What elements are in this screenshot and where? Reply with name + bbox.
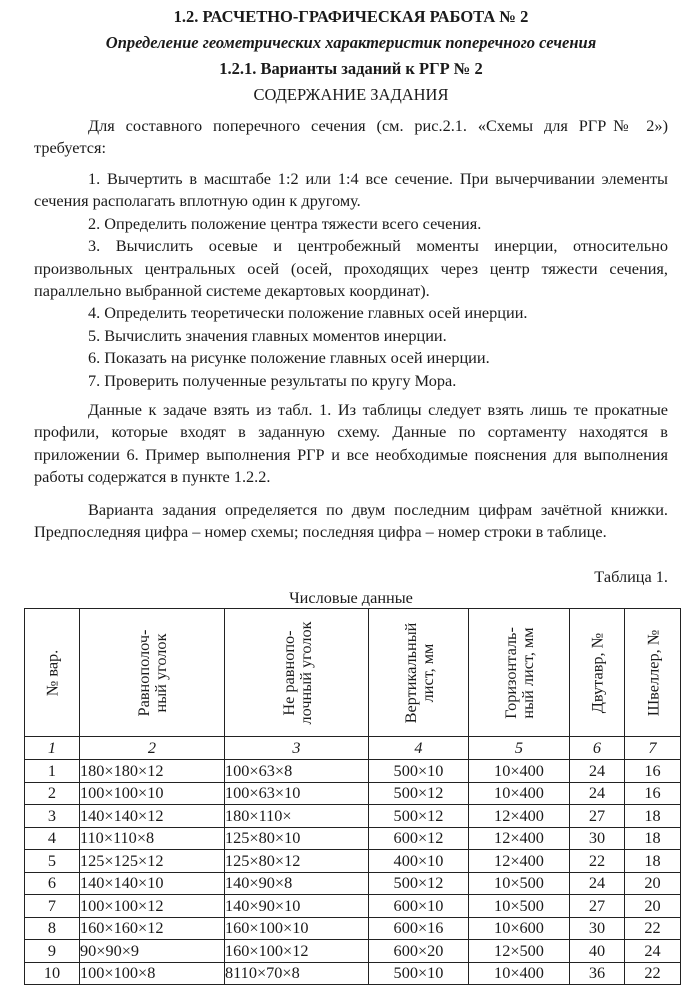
cell-unequal-angle: 160×100×10	[225, 917, 369, 940]
table-caption: Таблица 1.	[594, 567, 668, 586]
cell-equal-angle: 160×160×12	[80, 917, 225, 940]
cell-equal-angle: 125×125×12	[80, 850, 225, 873]
table-title: Числовые данные	[289, 588, 413, 607]
task-step: 7. Проверить полученные результаты по кругу Мора.	[88, 370, 457, 390]
column-index-row	[25, 737, 681, 760]
cell-channel: 18	[625, 850, 681, 873]
column-index: 4	[369, 737, 469, 760]
cell-variant: 7	[25, 895, 80, 918]
cell-i-beam: 30	[570, 917, 625, 940]
column-index: 5	[469, 737, 570, 760]
cell-unequal-angle: 8110×70×8	[225, 962, 369, 985]
cell-i-beam: 24	[570, 782, 625, 805]
header-variant-number: № вар.	[25, 609, 80, 737]
cell-unequal-angle: 100×63×10	[225, 782, 369, 805]
cell-channel: 16	[625, 760, 681, 783]
cell-equal-angle: 100×100×12	[80, 895, 225, 918]
cell-i-beam: 24	[570, 760, 625, 783]
cell-vertical-sheet: 600×20	[369, 940, 469, 963]
cell-horizontal-sheet: 12×500	[469, 940, 570, 963]
table-row	[25, 827, 681, 850]
task-step: 2. Определить положение центра тяжести всего сечения.	[88, 213, 482, 233]
variant-paragraph: Варианта задания определяется по двум последним цифрам зачётной книжки. Предпоследняя цифра – номер схемы; последняя цифра – номер строки в таблице.	[34, 500, 668, 542]
cell-horizontal-sheet: 10×500	[469, 872, 570, 895]
table-row	[25, 805, 681, 828]
cell-equal-angle: 100×100×10	[80, 782, 225, 805]
cell-vertical-sheet: 500×12	[369, 872, 469, 895]
cell-channel: 16	[625, 782, 681, 805]
table-row	[25, 850, 681, 873]
cell-equal-angle: 90×90×9	[80, 940, 225, 963]
cell-i-beam: 27	[570, 895, 625, 918]
header-channel: Швеллер, №	[625, 609, 681, 737]
task-steps-list	[34, 168, 668, 392]
cell-unequal-angle: 125×80×10	[225, 827, 369, 850]
header-equal-angle: Равнополоч- ный уголок	[80, 609, 225, 737]
cell-horizontal-sheet: 10×400	[469, 782, 570, 805]
table-row	[25, 872, 681, 895]
task-step: 3. Вычислить осевые и центробежный моменты инерции, относительно произвольных центральных осей (осей, проходящих через центр тяжести сечения, параллельно выбранной системе декартовых координат).	[34, 236, 668, 301]
cell-variant: 9	[25, 940, 80, 963]
task-title: СОДЕРЖАНИЕ ЗАДАНИЯ	[253, 85, 449, 104]
table-header-row	[25, 609, 681, 737]
column-index: 3	[225, 737, 369, 760]
task-step: 6. Показать на рисунке положение главных осей инерции.	[88, 348, 490, 368]
cell-variant: 6	[25, 872, 80, 895]
cell-equal-angle: 140×140×10	[80, 872, 225, 895]
cell-channel: 22	[625, 917, 681, 940]
table-row	[25, 962, 681, 985]
cell-variant: 10	[25, 962, 80, 985]
cell-i-beam: 22	[570, 850, 625, 873]
cell-unequal-angle: 160×100×12	[225, 940, 369, 963]
section-title: 1.2.1. Варианты заданий к РГР № 2	[219, 59, 483, 78]
cell-variant: 2	[25, 782, 80, 805]
cell-channel: 18	[625, 805, 681, 828]
table-row	[25, 940, 681, 963]
cell-unequal-angle: 140×90×8	[225, 872, 369, 895]
cell-horizontal-sheet: 10×400	[469, 962, 570, 985]
cell-unequal-angle: 100×63×8	[225, 760, 369, 783]
table-row	[25, 760, 681, 783]
cell-equal-angle: 100×100×8	[80, 962, 225, 985]
cell-vertical-sheet: 600×10	[369, 895, 469, 918]
header-i-beam: Двутавр, №	[570, 609, 625, 737]
cell-variant: 4	[25, 827, 80, 850]
cell-variant: 8	[25, 917, 80, 940]
task-step: 4. Определить теоретически положение главных осей инерции.	[88, 303, 528, 323]
cell-i-beam: 40	[570, 940, 625, 963]
cell-channel: 18	[625, 827, 681, 850]
page-subheading: Определение геометрических характеристик поперечного сечения	[105, 33, 597, 52]
cell-equal-angle: 110×110×8	[80, 827, 225, 850]
header-vertical-sheet: Вертикальный лист, мм	[369, 609, 469, 737]
column-index: 7	[625, 737, 681, 760]
task-step: 1. Вычертить в масштабе 1:2 или 1:4 все сечение. При вычерчивании элементы сечения располагать вплотную один к другому.	[34, 169, 668, 211]
cell-channel: 20	[625, 895, 681, 918]
cell-vertical-sheet: 600×16	[369, 917, 469, 940]
cell-horizontal-sheet: 10×400	[469, 760, 570, 783]
header-unequal-angle: Не равнопо- лочный уголок	[225, 609, 369, 737]
numeric-data-table	[24, 608, 681, 985]
cell-horizontal-sheet: 12×400	[469, 805, 570, 828]
cell-channel: 24	[625, 940, 681, 963]
cell-vertical-sheet: 500×12	[369, 805, 469, 828]
cell-horizontal-sheet: 12×400	[469, 850, 570, 873]
cell-vertical-sheet: 500×12	[369, 782, 469, 805]
cell-channel: 20	[625, 872, 681, 895]
cell-i-beam: 24	[570, 872, 625, 895]
cell-equal-angle: 140×140×12	[80, 805, 225, 828]
cell-channel: 22	[625, 962, 681, 985]
cell-variant: 3	[25, 805, 80, 828]
task-step: 5. Вычислить значения главных моментов инерции.	[88, 325, 447, 345]
table-row	[25, 895, 681, 918]
cell-vertical-sheet: 400×10	[369, 850, 469, 873]
cell-unequal-angle: 180×110×	[225, 805, 369, 828]
header-horizontal-sheet: Горизонталь- ный лист, мм	[469, 609, 570, 737]
cell-horizontal-sheet: 12×400	[469, 827, 570, 850]
cell-horizontal-sheet: 10×600	[469, 917, 570, 940]
cell-i-beam: 27	[570, 805, 625, 828]
cell-variant: 1	[25, 760, 80, 783]
cell-i-beam: 30	[570, 827, 625, 850]
cell-unequal-angle: 140×90×10	[225, 895, 369, 918]
cell-unequal-angle: 125×80×12	[225, 850, 369, 873]
cell-equal-angle: 180×180×12	[80, 760, 225, 783]
intro-paragraph: Для составного поперечного сечения (см. рис.2.1. «Схемы для РГР№ 2») требуется:	[34, 116, 668, 158]
column-index: 6	[570, 737, 625, 760]
cell-vertical-sheet: 600×12	[369, 827, 469, 850]
data-source-paragraph: Данные к задаче взять из табл. 1. Из таблицы следует взять лишь те прокатные профили, которые входят в заданную схему. Данные по сортаменту находятся в приложении 6. Пример выполнения РГР и все необходимые пояснения для выполнения работы содержатся в пункте 1.2.2.	[34, 400, 668, 487]
column-index: 2	[80, 737, 225, 760]
cell-vertical-sheet: 500×10	[369, 962, 469, 985]
cell-variant: 5	[25, 850, 80, 873]
table-row	[25, 782, 681, 805]
cell-i-beam: 36	[570, 962, 625, 985]
column-index: 1	[25, 737, 80, 760]
cell-horizontal-sheet: 10×500	[469, 895, 570, 918]
cell-vertical-sheet: 500×10	[369, 760, 469, 783]
table-row	[25, 917, 681, 940]
page-heading: 1.2. РАСЧЕТНО-ГРАФИЧЕСКАЯ РАБОТА № 2	[173, 7, 529, 26]
